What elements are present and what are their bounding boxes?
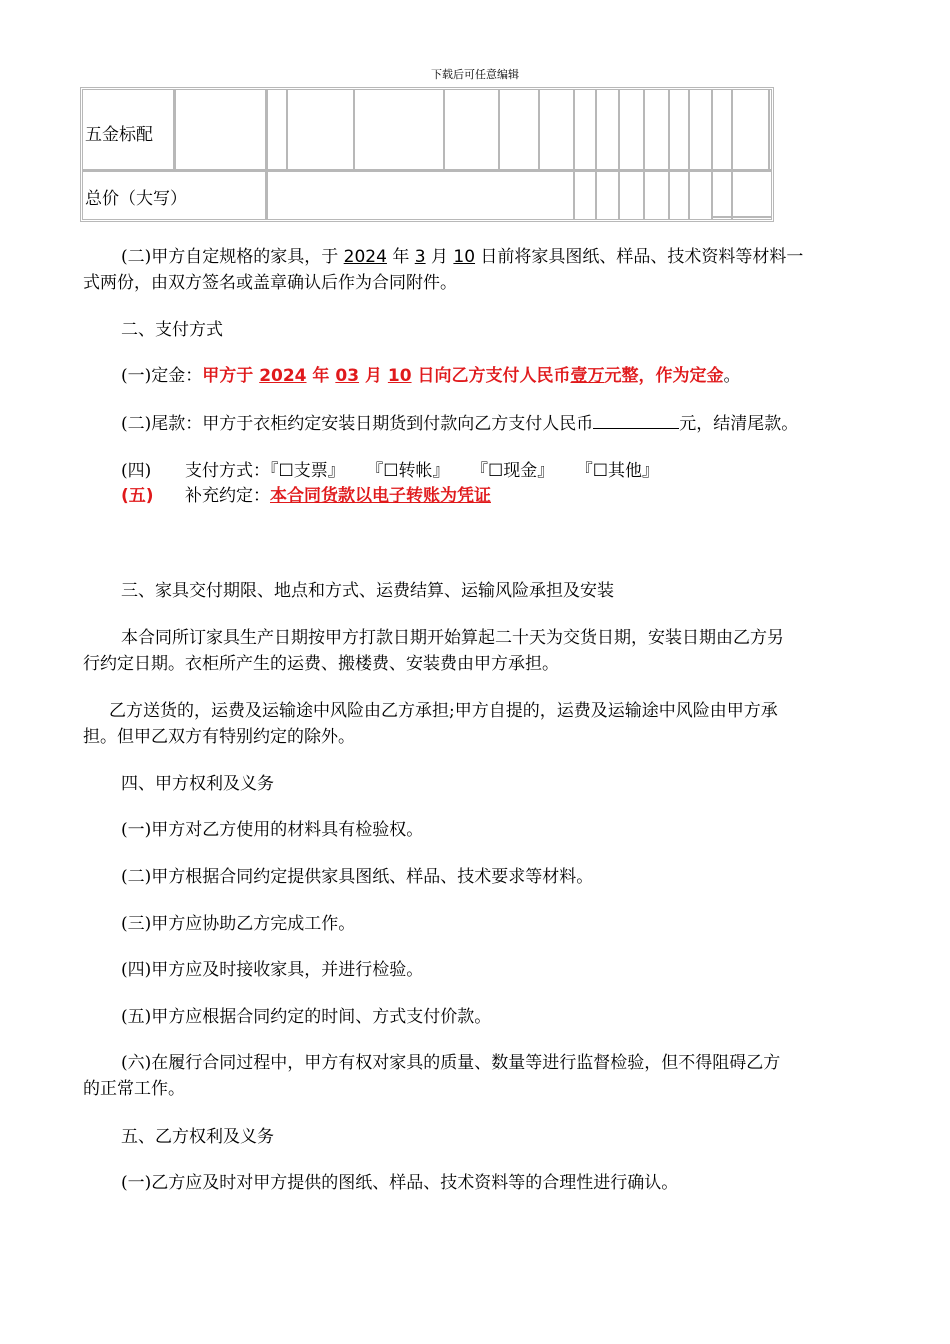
section-3-title: 三、家具交付期限、地点和方式、运费结算、运输风险承担及安装 bbox=[121, 581, 614, 601]
deposit-month: 03 bbox=[335, 366, 360, 386]
section-4-item6-line1: (六)在履行合同过程中，甲方有权对家具的质量、数量等进行监督检验，但不得阻碍乙方 bbox=[121, 1053, 781, 1073]
section-4-item: (三)甲方应协助乙方完成工作。 bbox=[121, 914, 356, 934]
section-3-para1-line1: 本合同所订家具生产日期按甲方打款日期开始算起二十天为交货日期，安装日期由乙方另 bbox=[121, 628, 784, 648]
section-4-item6-line2: 的正常工作。 bbox=[83, 1079, 185, 1099]
payment-option-other[interactable]: 『☐其他』 bbox=[584, 461, 659, 481]
section-3-para1-line2: 行约定日期。衣柜所产生的运费、搬楼费、安装费由甲方承担。 bbox=[83, 654, 559, 674]
clause-supplement: (五) 补充约定：本合同货款以电子转账为凭证 bbox=[121, 486, 491, 506]
section-3-para2-line1: 乙方送货的，运费及运输途中风险由乙方承担;甲方自提的，运费及运输途中风险由甲方承 bbox=[109, 701, 778, 721]
drawing-year: 2024 bbox=[343, 247, 387, 267]
section-4-item: (一)甲方对乙方使用的材料具有检验权。 bbox=[121, 820, 424, 840]
drawing-day: 10 bbox=[453, 247, 476, 267]
clause-balance: (二)尾款：甲方于衣柜约定安装日期货到付款向乙方支付人民币 元，结清尾款。 bbox=[83, 410, 911, 437]
payment-option-transfer[interactable]: 『☐转帐』 bbox=[374, 461, 450, 481]
supplement-text: 本合同货款以电子转账为凭证 bbox=[270, 486, 491, 506]
section-4-item: (五)甲方应根据合同约定的时间、方式支付价款。 bbox=[121, 1007, 492, 1027]
spec-table bbox=[80, 87, 774, 222]
section-5-item: (一)乙方应及时对甲方提供的图纸、样品、技术资料等的合理性进行确认。 bbox=[121, 1173, 679, 1193]
section-5-title: 五、乙方权利及义务 bbox=[121, 1127, 274, 1147]
balance-amount-blank[interactable] bbox=[593, 410, 679, 429]
page-header: 下载后可任意编辑 bbox=[431, 68, 519, 81]
clause-custom-furniture-cont: 式两份，由双方签名或盖章确认后作为合同附件。 bbox=[83, 273, 457, 293]
section-3-para2-line2: 担。但甲乙双方有特别约定的除外。 bbox=[83, 727, 355, 747]
payment-option-cash[interactable]: 『☐现金』 bbox=[479, 461, 555, 481]
drawing-month: 3 bbox=[414, 247, 426, 267]
clause-deposit: (一)定金：甲方于 2024 年 03 月 10 日向乙方支付人民币壹万元整，作为定金。 bbox=[121, 366, 741, 386]
section-4-item: (四)甲方应及时接收家具，并进行检验。 bbox=[121, 960, 424, 980]
clause-custom-furniture: (二)甲方自定规格的家具，于 2024 年 3 月 10 日前将家具图纸、样品、技术资料等材料一 bbox=[121, 247, 804, 267]
table-label-total: 总价（大写） bbox=[85, 189, 187, 209]
deposit-day: 10 bbox=[387, 366, 412, 386]
table-label-hardware: 五金标配 bbox=[85, 125, 153, 145]
section-4-title: 四、甲方权利及义务 bbox=[121, 774, 274, 794]
deposit-year: 2024 bbox=[259, 366, 307, 386]
clause-payment-methods: (四) 支付方式：『☐支票』 『☐转帐』 『☐现金』 『☐其他』 bbox=[121, 461, 659, 481]
deposit-amount: 壹万 bbox=[570, 366, 605, 386]
payment-option-cheque[interactable]: 『☐支票』 bbox=[270, 461, 345, 481]
section-4-item: (二)甲方根据合同约定提供家具图纸、样品、技术要求等材料。 bbox=[121, 867, 594, 887]
section-2-title: 二、支付方式 bbox=[121, 320, 223, 340]
